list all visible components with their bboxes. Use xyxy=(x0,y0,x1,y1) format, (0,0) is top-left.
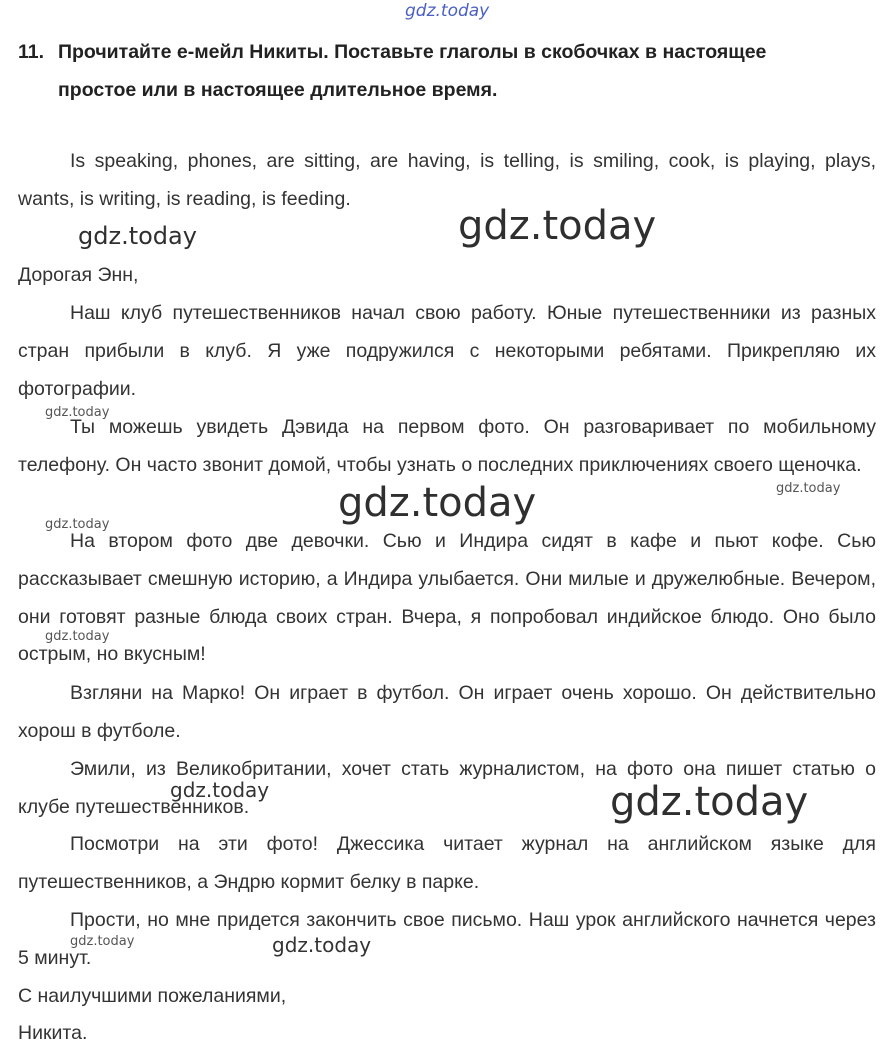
letter-paragraph-3 xyxy=(18,523,876,674)
task-heading xyxy=(18,33,878,109)
task-title-line-1: Прочитайте е-мейл Никиты. Поставьте глаголы в скобочках в настоящее xyxy=(58,41,767,63)
watermark: gdz.today xyxy=(45,629,110,644)
answer-line: Is speaking, phones, are sitting, are having, is telling, is smiling, cook, is playing, plays, wants, is writing, is reading, is feeding. xyxy=(18,150,876,210)
letter-paragraph-6 xyxy=(18,826,876,902)
watermark: gdz.today xyxy=(78,222,197,250)
watermark: gdz.today xyxy=(70,934,135,949)
letter-paragraph-4 xyxy=(18,675,876,751)
letter-paragraph: Посмотри на эти фото! Джессика читает журнал на английском языке для путешественников, а Эндрю кормит белку в парке. xyxy=(18,833,876,893)
letter-signature-block xyxy=(18,1015,876,1053)
letter-paragraph-5 xyxy=(18,751,876,827)
watermark: gdz.today xyxy=(610,779,809,825)
task-heading-line-1 xyxy=(18,33,878,71)
watermark: gdz.today xyxy=(338,480,537,526)
answer-block xyxy=(18,143,876,219)
watermark: gdz.today xyxy=(45,517,110,532)
watermark: gdz.today xyxy=(272,933,372,957)
letter-paragraph: Эмили, из Великобритании, хочет стать журналистом, на фото она пишет статью о клубе путешественников. xyxy=(18,758,876,818)
letter-paragraph-7 xyxy=(18,902,876,978)
header-watermark: gdz.today xyxy=(405,1,490,21)
letter-paragraph: Ты можешь увидеть Дэвида на первом фото. Он разговаривает по мобильному телефону. Он часто звонит домой, чтобы узнать о последних приключениях своего щеночка. xyxy=(18,416,876,476)
task-number: 11. xyxy=(18,41,45,63)
letter-paragraph-2 xyxy=(18,409,876,485)
letter-paragraph: Взгляни на Марко! Он играет в футбол. Он играет очень хорошо. Он действительно хорош в футболе. xyxy=(18,682,876,742)
watermark: gdz.today xyxy=(458,203,657,249)
letter-signature: Никита. xyxy=(18,1022,88,1044)
letter-closing-block xyxy=(18,978,876,1016)
letter-closing: С наилучшими пожеланиями, xyxy=(18,985,287,1007)
letter-paragraph: Прости, но мне придется закончить свое письмо. Наш урок английского начнется через 5 минут. xyxy=(18,909,876,969)
watermark: gdz.today xyxy=(45,405,110,420)
watermark: gdz.today xyxy=(170,778,270,802)
watermark: gdz.today xyxy=(776,481,841,496)
letter-paragraph-1 xyxy=(18,295,876,408)
task-title-line-2: простое или в настоящее длительное время. xyxy=(58,79,498,101)
letter-paragraph: Наш клуб путешественников начал свою работу. Юные путешественники из разных стран прибыли в клуб. Я уже подружился с некоторыми ребятами. Прикрепляю их фотографии. xyxy=(18,302,876,400)
letter-greeting-block xyxy=(18,257,876,295)
letter-greeting: Дорогая Энн, xyxy=(18,264,139,286)
letter-paragraph: На втором фото две девочки. Сью и Индира сидят в кафе и пьют кофе. Сью рассказывает смешную историю, а Индира улыбается. Они милые и дружелюбные. Вечером, они готовят разные блюда своих стран. Вчера, я попробовал индийское блюдо. Оно было острым, но вкусным! xyxy=(18,530,876,666)
